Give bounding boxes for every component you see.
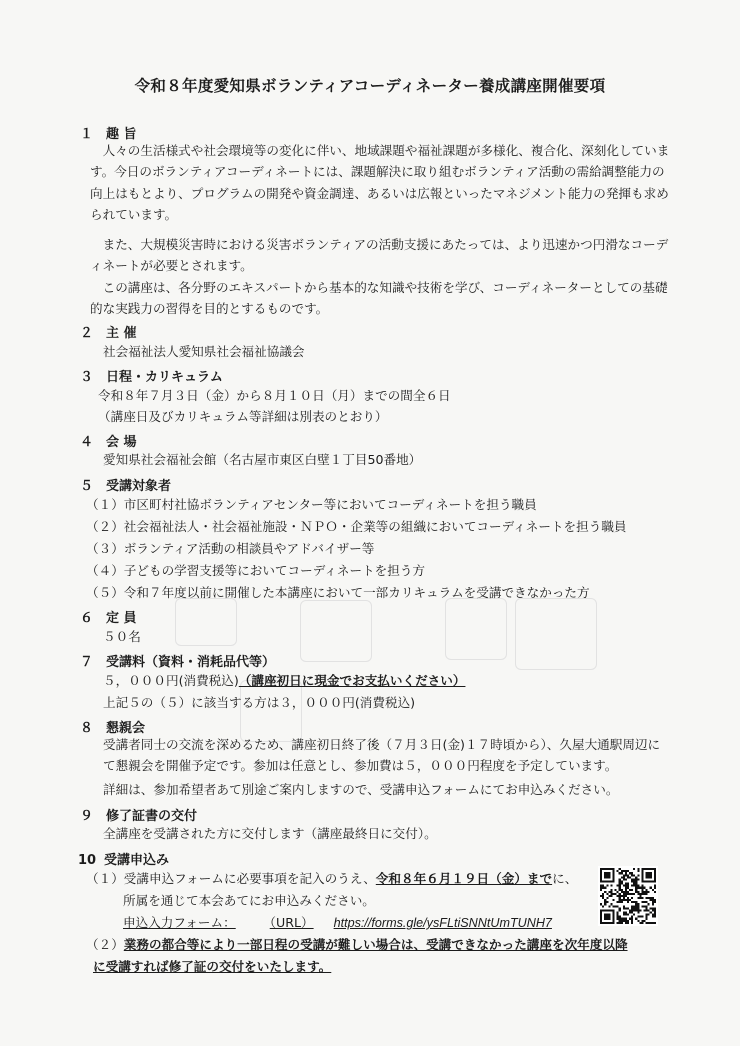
apply-form-label: 申込入力フォーム： <box>123 915 236 930</box>
section-7-heading <box>80 651 275 670</box>
fee-discount-line: 上記５の（５）に該当する方は３，０００円(消費税込) <box>103 695 416 710</box>
section-1-number: １ <box>80 127 94 142</box>
section-5-heading <box>80 475 171 494</box>
section-8-number: ８ <box>80 721 94 736</box>
apply-form-url-label: （URL） <box>269 915 314 930</box>
venue: 愛知県社会福祉会館（名古屋市東区白壁１丁目50番地） <box>103 452 422 467</box>
section-9-title: 修了証書の交付 <box>106 809 198 824</box>
target-item-5: （５）令和７年度以前に開催した本講座において一部カリキュラムを受講できなかった方 <box>86 585 590 600</box>
section-1-paragraph-3: この講座は、各分野のエキスパートから基本的な知識や技術を学び、コーディネーターとしての基礎的な実践力の習得を目的とするものです。 <box>90 280 668 317</box>
apply-item-2-prefix: （２） <box>86 937 124 952</box>
section-4-heading <box>80 431 137 450</box>
show-through-box-5 <box>240 680 302 742</box>
section-2-number: ２ <box>80 326 94 341</box>
apply-item-2-line-1 <box>86 937 628 953</box>
section-4-number: ４ <box>80 435 94 450</box>
apply-item-2-line-2 <box>93 959 331 975</box>
section-5-number: ５ <box>80 479 94 494</box>
section-2-title: 主 催 <box>106 326 137 341</box>
apply-item-1-text-a: （１）受講申込フォームに必要事項を記入のうえ、 <box>86 871 376 886</box>
target-item-2: （２）社会福祉法人・社会福祉施設・ＮＰＯ・企業等の組織においてコーディネートを担う職員 <box>86 519 627 534</box>
section-3-number: ３ <box>80 370 94 385</box>
section-1-paragraph-2: また、大規模災害時における災害ボランティアの活動支援にあたっては、より迅速かつ円滑なコーディネートが必要とされます。 <box>90 237 669 274</box>
show-through-box-2 <box>300 600 372 662</box>
fee-amount: ５，０００円(消費税込) <box>103 673 239 688</box>
section-6-number: ６ <box>80 611 94 626</box>
apply-item-2-text-a: 業務の都合等により一部日程の受講が難しい場合は、受講できなかった講座を次年度以降 <box>123 937 628 952</box>
section-10-title: 受講申込み <box>104 853 170 868</box>
section-1-paragraph-1: 人々の生活様式や社会環境等の変化に伴い、地域課題や福祉課題が多様化、複合化、深刻化しています。今日のボランティアコーディネートには、課題解決に取り組むボランティア活動の需給調整能力の向上はもとより、プログラムの開発や資金調達、あるいは広報といったマネジメント能力の発揮も求められています。 <box>90 143 670 223</box>
section-1-title: 趣 旨 <box>106 127 137 142</box>
schedule-note: （講座日及びカリキュラム等詳細は別表のとおり） <box>98 409 388 424</box>
section-7-title: 受講料（資料・消耗品代等） <box>106 655 276 670</box>
apply-deadline: 令和８年６月１９日（金）まで <box>375 871 553 886</box>
section-9-number: ９ <box>80 809 94 824</box>
section-7-number: ７ <box>80 655 94 670</box>
target-item-1: （１）市区町村社協ボランティアセンター等においてコーディネートを担う職員 <box>86 497 537 512</box>
section-5-title: 受講対象者 <box>106 479 172 494</box>
show-through-box-4 <box>515 598 597 670</box>
section-4-title: 会 場 <box>106 435 137 450</box>
apply-item-1-line-1 <box>86 871 577 887</box>
capacity: ５０名 <box>103 629 141 644</box>
apply-item-1-line-2: 所属を通じて本会あてにお申込みください。 <box>123 893 375 908</box>
document-title: 令和８年度愛知県ボランティアコーディネーター養成講座開催要項 <box>134 77 606 95</box>
section-3-heading <box>80 366 223 385</box>
apply-item-1-text-b: に、 <box>552 871 578 886</box>
target-item-4: （４）子どもの学習支援等においてコーディネートを担う方 <box>86 563 426 578</box>
section-2-heading <box>80 322 137 341</box>
show-through-box-3 <box>445 598 507 660</box>
target-item-3: （３）ボランティア活動の相談員やアドバイザー等 <box>86 541 375 556</box>
apply-item-2-text-b: に受講すれば修了証の交付をいたします。 <box>93 959 332 974</box>
section-6-heading <box>80 607 137 626</box>
section-10-number: 10 <box>78 853 97 868</box>
fee-line <box>103 673 465 689</box>
social-gathering-paragraph-1: 受講者同士の交流を深めるため、講座初日終了後（７月３日(金)１７時頃から）、久屋大通駅周辺にて懇親会を開催予定です。参加は任意とし、参加費は５，０００円程度を予定しています。 <box>103 737 661 774</box>
section-3-title: 日程・カリキュラム <box>106 370 223 385</box>
apply-form-url-link[interactable]: https://forms.gle/ysFLtiSNNtUmTUNH7 <box>333 916 552 930</box>
qr-code-icon[interactable] <box>598 866 658 926</box>
section-6-title: 定 員 <box>106 611 137 626</box>
organizer-name: 社会福祉法人愛知県社会福祉協議会 <box>103 344 305 359</box>
schedule-dates: 令和８年７月３日（金）から８月１０日（月）までの間全６日 <box>98 388 451 403</box>
section-10-heading <box>78 849 169 868</box>
section-9-heading <box>80 805 197 824</box>
certificate-body: 全講座を受講された方に交付します（講座最終日に交付）。 <box>103 826 437 841</box>
fee-payment-note: （講座初日に現金でお支払いください） <box>238 673 466 688</box>
apply-form-line <box>123 915 552 931</box>
show-through-box-1 <box>175 598 237 646</box>
social-gathering-paragraph-2: 詳細は、参加希望者あて別途ご案内しますので、受講申込フォームにてお申込みください。 <box>103 782 619 797</box>
section-8-title: 懇親会 <box>106 721 146 736</box>
